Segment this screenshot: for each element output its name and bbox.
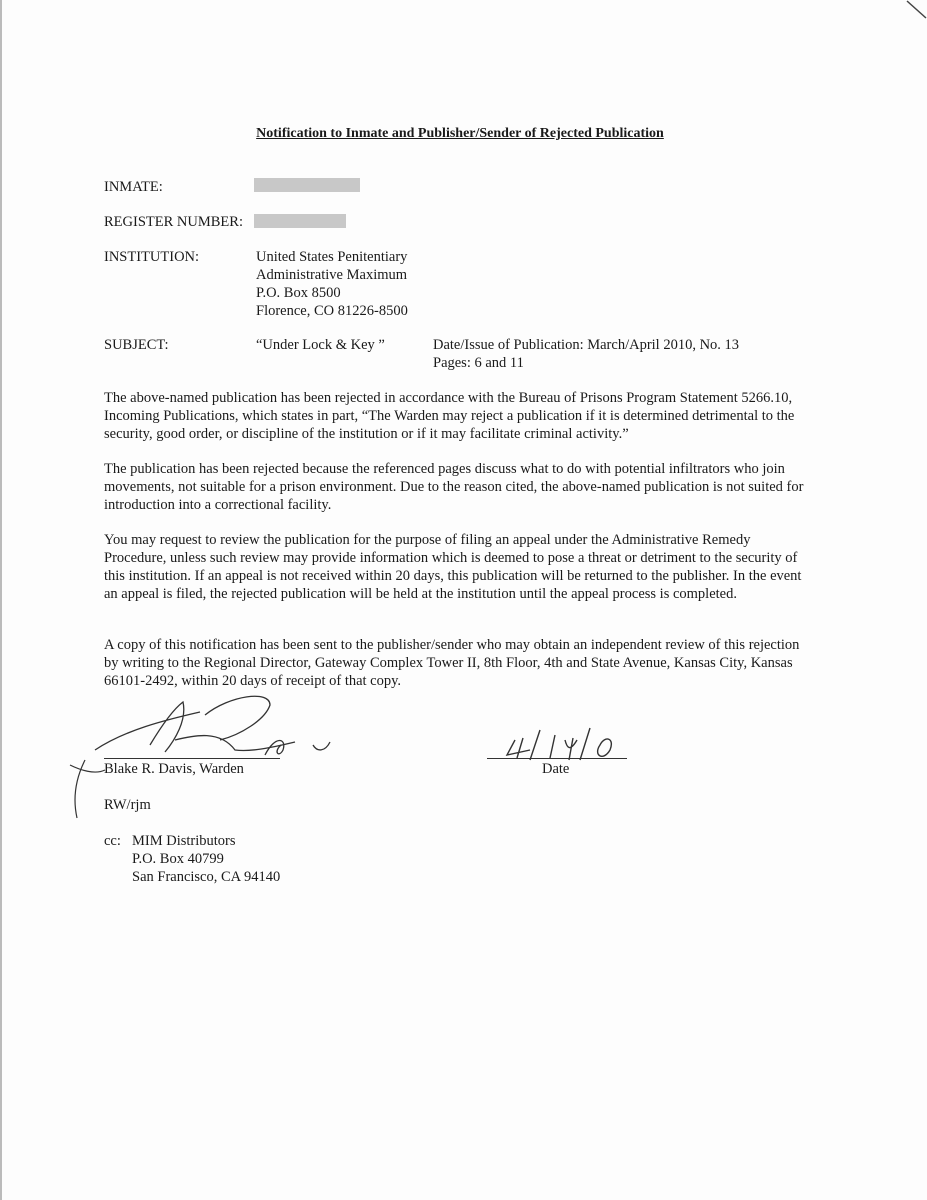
register-number-redaction [254,214,346,228]
register-number-label: REGISTER NUMBER: [104,214,243,230]
scan-corner-mark [897,0,927,20]
signature-line [104,758,280,759]
cc-line: MIM Distributors [132,833,236,849]
cc-label: cc: [104,833,121,849]
institution-line: P.O. Box 8500 [256,285,341,301]
institution-address [256,248,408,320]
date-label: Date [542,761,570,777]
scan-edge [0,0,2,1200]
inmate-label: INMATE: [104,179,163,195]
cc-line: P.O. Box 40799 [132,851,224,867]
typist-initials: RW/rjm [104,797,151,813]
cc-recipient-block [132,832,280,886]
pages: Pages: 6 and 11 [433,355,524,371]
subject-value: “Under Lock & Key ” [256,337,385,353]
institution-line: United States Penitentiary [256,249,408,265]
document-title: Notification to Inmate and Publisher/Sender of Rejected Publication [256,126,664,141]
subject-label: SUBJECT: [104,337,169,353]
paragraph-independent-review: A copy of this notification has been sent to the publisher/sender who may obtain an independent review of this rejection by writing to the Regional Director, Gateway Complex Tower II, 8th Floor, 4th and State Avenue, Kansas City, Kansas 66101-2492, within 20 days of receipt of that copy. [104,637,800,689]
institution-line: Florence, CO 81226-8500 [256,303,408,319]
paragraph-appeal: You may request to review the publication for the purpose of filing an appeal under the Administrative Remedy Procedure, unless such review may provide information which is deemed to pose a threat or detriment to the security of this institution. If an appeal is not received within 20 days, this publication will be returned to the publisher. In the event an appeal is filed, the rejected publication will be held at the institution until the appeal process is completed. [104,532,802,602]
warden-name: Blake R. Davis, Warden [104,761,244,777]
paragraph-rejection-reason: The publication has been rejected because the referenced pages discuss what to do with potential infiltrators who join movements, not suitable for a prison environment. Due to the reason cited, the above-named publication is not suited for introduction into a correctional facility. [104,461,804,513]
date-issue: Date/Issue of Publication: March/April 2010, No. 13 [433,337,740,353]
inmate-name-redaction [254,178,360,192]
cc-line: San Francisco, CA 94140 [132,869,281,885]
paragraph-rejection-basis: The above-named publication has been rejected in accordance with the Bureau of Prisons Program Statement 5266.10, Incoming Publications, which states in part, “The Warden may reject a publication if it is determined detrimental to the security, good order, or discipline of the institution or if it may facilitate criminal activity.” [104,390,795,442]
institution-line: Administrative Maximum [256,267,408,283]
institution-label: INSTITUTION: [104,249,200,265]
date-line [487,758,627,759]
